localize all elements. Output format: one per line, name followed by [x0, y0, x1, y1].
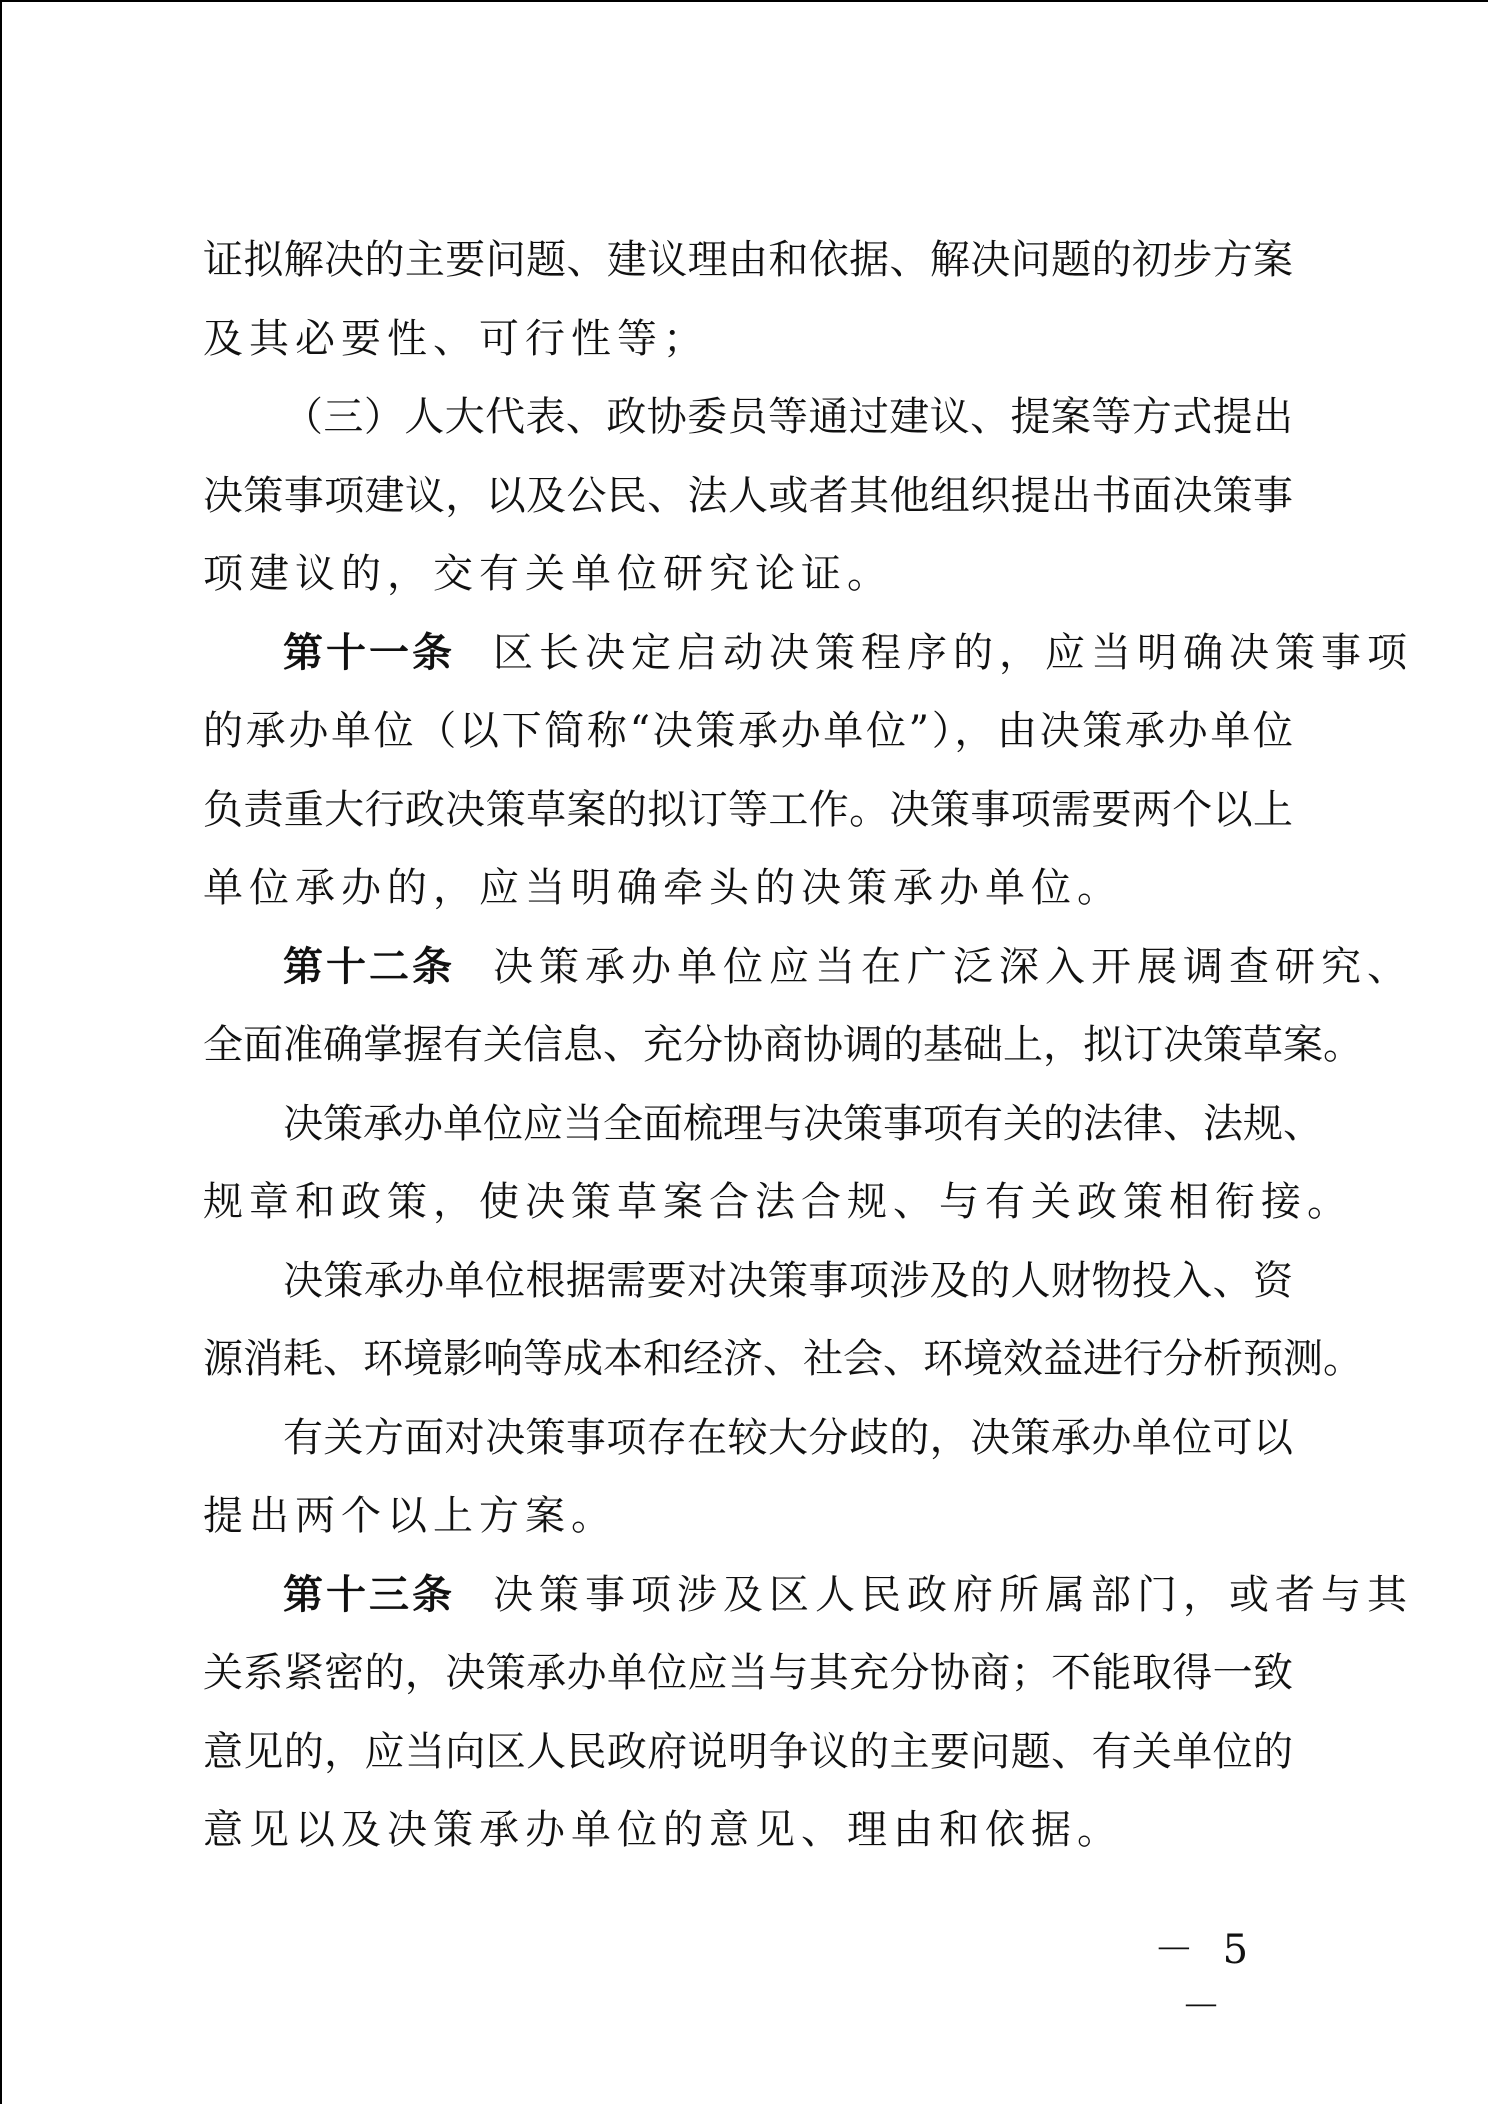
text-line: 意见的，应当向区人民政府说明争议的主要问题、有关单位的: [203, 1728, 1293, 1775]
page-number: － 5 －: [1153, 1927, 1257, 2030]
text-line: 决策事项建议，以及公民、法人或者其他组织提出书面决策事: [203, 472, 1293, 519]
text-line: 决策承办单位根据需要对决策事项涉及的人财物投入、资: [283, 1257, 1293, 1304]
page-left-border: [0, 0, 2, 2104]
text-line: 全面准确掌握有关信息、充分协商协调的基础上，拟订决策草案。: [203, 1022, 1363, 1068]
document-body: [203, 230, 1413, 1879]
text-line: 提出两个以上方案。: [203, 1493, 617, 1539]
text-line: 决策承办单位应当全面梳理与决策事项有关的法律、法规、: [283, 1100, 1323, 1147]
text-line: [203, 1565, 1413, 1644]
text-line: [203, 937, 1413, 1016]
article-text: 区长决定启动决策程序的，应当明确决策事项: [493, 629, 1413, 676]
article-number: 第十二条: [283, 942, 455, 990]
paragraph: [203, 1094, 1353, 1251]
text-line: （三）人大代表、政协委员等通过建议、提案等方式提出: [283, 394, 1293, 440]
article-paragraph: [203, 1565, 1413, 1879]
paragraph: [203, 230, 1293, 387]
text-line: 规章和政策，使决策草案合法合规、与有关政策相衔接。: [203, 1179, 1353, 1225]
text-line: 单位承办的，应当明确牵头的决策承办单位。: [203, 865, 1123, 911]
article-number: 第十三条: [283, 1570, 455, 1618]
text-line: 关系紧密的，决策承办单位应当与其充分协商；不能取得一致: [203, 1650, 1293, 1696]
article-number: 第十一条: [283, 628, 455, 676]
article-text: 决策事项涉及区人民政府所属部门，或者与其: [493, 1571, 1413, 1618]
article-text: 决策承办单位应当在广泛深入开展调查研究、: [493, 943, 1413, 990]
paragraph: [203, 1408, 1293, 1565]
text-line: 证拟解决的主要问题、建议理由和依据、解决问题的初步方案: [203, 237, 1293, 283]
text-line: 源消耗、环境影响等成本和经济、社会、环境效益进行分析预测。: [203, 1336, 1363, 1382]
text-line: [203, 623, 1413, 702]
text-line: 及其必要性、可行性等；: [203, 315, 709, 362]
paragraph: [203, 1251, 1363, 1408]
page-top-border: [0, 0, 1488, 2]
text-line: 有关方面对决策事项存在较大分歧的，决策承办单位可以: [283, 1414, 1293, 1461]
article-paragraph: [203, 937, 1413, 1094]
paragraph: [203, 387, 1293, 623]
article-paragraph: [203, 623, 1413, 937]
text-line: 的承办单位（以下简称“决策承办单位”），由决策承办单位: [203, 708, 1293, 754]
text-line: 项建议的，交有关单位研究论证。: [203, 551, 893, 597]
text-line: 负责重大行政决策草案的拟订等工作。决策事项需要两个以上: [203, 786, 1293, 833]
text-line: 意见以及决策承办单位的意见、理由和依据。: [203, 1807, 1123, 1853]
